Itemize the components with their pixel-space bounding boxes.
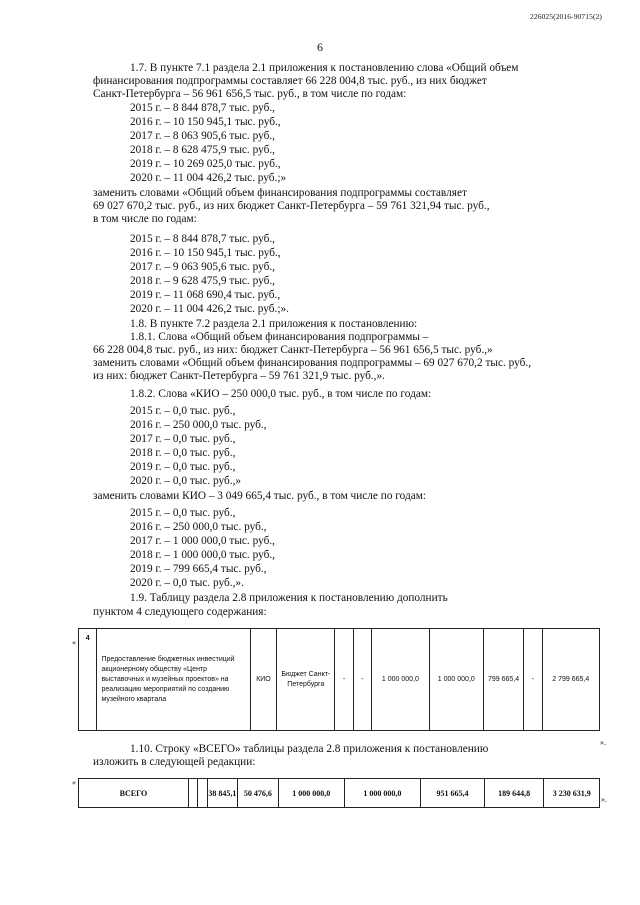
para-1-7-line3: Санкт-Петербурга – 56 961 656,5 тыс. руб., в том числе по годам: <box>93 88 407 100</box>
close-mark: ». <box>600 738 606 747</box>
para-1-8-1-line1: 1.8.1. Слова «Общий объем финансирования подпрограммы – <box>130 331 429 343</box>
empty-cell <box>198 779 207 808</box>
cell-2020: - <box>524 629 542 731</box>
table-section-2-8-total-row <box>78 778 600 808</box>
para-1-7-replace3: в том числе по годам: <box>93 213 197 225</box>
kio-year-line: 2016 г. – 250 000,0 тыс. руб., <box>130 521 267 533</box>
close-mark: ». <box>601 795 607 804</box>
open-quote: « <box>72 778 76 787</box>
total-sum: 3 230 631,9 <box>544 779 600 808</box>
document-id: 226025(2016-90715(2) <box>530 12 602 21</box>
year-line: 2018 г. – 9 628 475,9 тыс. руб., <box>130 275 275 287</box>
kio-year-line: 2019 г. – 0,0 тыс. руб., <box>130 461 236 473</box>
kio-year-line: 2015 г. – 0,0 тыс. руб., <box>130 405 236 417</box>
para-1-7-line2: финансирования подпрограммы составляет 66 228 004,8 тыс. руб., из них бюджет <box>93 75 487 87</box>
kio-year-line: 2015 г. – 0,0 тыс. руб., <box>130 507 236 519</box>
year-line: 2017 г. – 9 063 905,6 тыс. руб., <box>130 261 275 273</box>
kio-year-line: 2017 г. – 0,0 тыс. руб., <box>130 433 236 445</box>
kio-year-line: 2018 г. – 1 000 000,0 тыс. руб., <box>130 549 275 561</box>
para-1-7-line1: 1.7. В пункте 7.1 раздела 2.1 приложения к постановлению слова «Общий объем <box>130 62 519 74</box>
kio-year-line: 2016 г. – 250 000,0 тыс. руб., <box>130 419 267 431</box>
total-2016: 50 476,6 <box>237 779 278 808</box>
row-description: Предоставление бюджетных инвестиций акционерному обществу «Центр выставочных и музейных проектов» на реализацию мероприятий по созданию музейного квартала <box>97 629 250 731</box>
total-label: ВСЕГО <box>79 779 189 808</box>
para-1-8-line1: 1.8. В пункте 7.2 раздела 2.1 приложения к постановлению: <box>130 318 418 330</box>
row-source: Бюджет Санкт-Петербурга <box>277 629 335 731</box>
row-number: 4 <box>79 629 97 731</box>
total-2018: 1 000 000,0 <box>344 779 420 808</box>
para-1-8-1-line2: 66 228 004,8 тыс. руб., из них: бюджет Санкт-Петербурга – 56 961 656,5 тыс. руб.,» <box>93 344 493 356</box>
para-1-10-line2: изложить в следующей редакции: <box>93 756 256 768</box>
year-line: 2015 г. – 8 844 878,7 тыс. руб., <box>130 102 275 114</box>
cell-2015: - <box>335 629 353 731</box>
table-section-2-8-row-4 <box>78 628 600 731</box>
year-line: 2015 г. – 8 844 878,7 тыс. руб., <box>130 233 275 245</box>
year-line: 2020 г. – 11 004 426,2 тыс. руб.;». <box>130 303 289 315</box>
para-1-8-2-replace: заменить словами КИО – 3 049 665,4 тыс. руб., в том числе по годам: <box>93 490 427 502</box>
kio-year-line: 2020 г. – 0,0 тыс. руб.,» <box>130 475 242 487</box>
total-2015: 38 845,1 <box>207 779 237 808</box>
kio-year-line: 2020 г. – 0,0 тыс. руб.,». <box>130 577 244 589</box>
year-line: 2016 г. – 10 150 945,1 тыс. руб., <box>130 116 281 128</box>
year-line: 2019 г. – 10 269 025,0 тыс. руб., <box>130 158 281 170</box>
kio-year-line: 2017 г. – 1 000 000,0 тыс. руб., <box>130 535 275 547</box>
row-executor: КИО <box>250 629 277 731</box>
year-line: 2020 г. – 11 004 426,2 тыс. руб.;» <box>130 172 287 184</box>
cell-2016: - <box>353 629 371 731</box>
cell-2019: 799 665,4 <box>484 629 524 731</box>
cell-total: 2 799 665,4 <box>542 629 599 731</box>
year-line: 2018 г. – 8 628 475,9 тыс. руб., <box>130 144 275 156</box>
para-1-8-1-line4: из них: бюджет Санкт-Петербурга – 59 761 321,9 тыс. руб.,». <box>93 370 385 382</box>
kio-year-line: 2019 г. – 799 665,4 тыс. руб., <box>130 563 267 575</box>
kio-year-line: 2018 г. – 0,0 тыс. руб., <box>130 447 236 459</box>
page-number: 6 <box>317 40 323 54</box>
year-line: 2019 г. – 11 068 690,4 тыс. руб., <box>130 289 281 301</box>
table-row <box>79 779 600 808</box>
para-1-10-line1: 1.10. Строку «ВСЕГО» таблицы раздела 2.8 приложения к постановлению <box>130 743 489 755</box>
year-line: 2016 г. – 10 150 945,1 тыс. руб., <box>130 247 281 259</box>
total-2019: 951 665,4 <box>421 779 485 808</box>
para-1-8-1-line3: заменить словами «Общий объем финансирования подпрограммы – 69 027 670,2 тыс. руб., <box>93 357 532 369</box>
para-1-7-replace2: 69 027 670,2 тыс. руб., из них бюджет Санкт-Петербурга – 59 761 321,94 тыс. руб., <box>93 200 490 212</box>
total-2020: 189 644,8 <box>484 779 544 808</box>
table-row <box>79 629 600 731</box>
open-quote: « <box>72 638 76 647</box>
cell-2018: 1 000 000,0 <box>429 629 484 731</box>
empty-cell <box>188 779 197 808</box>
para-1-9-line1: 1.9. Таблицу раздела 2.8 приложения к постановлению дополнить <box>130 592 448 604</box>
cell-2017: 1 000 000,0 <box>372 629 429 731</box>
total-2017: 1 000 000,0 <box>278 779 344 808</box>
year-line: 2017 г. – 8 063 905,6 тыс. руб., <box>130 130 275 142</box>
para-1-8-2-line1: 1.8.2. Слова «КИО – 250 000,0 тыс. руб., в том числе по годам: <box>130 388 432 400</box>
para-1-7-replace1: заменить словами «Общий объем финансирования подпрограммы составляет <box>93 187 467 199</box>
para-1-9-line2: пунктом 4 следующего содержания: <box>93 606 267 618</box>
